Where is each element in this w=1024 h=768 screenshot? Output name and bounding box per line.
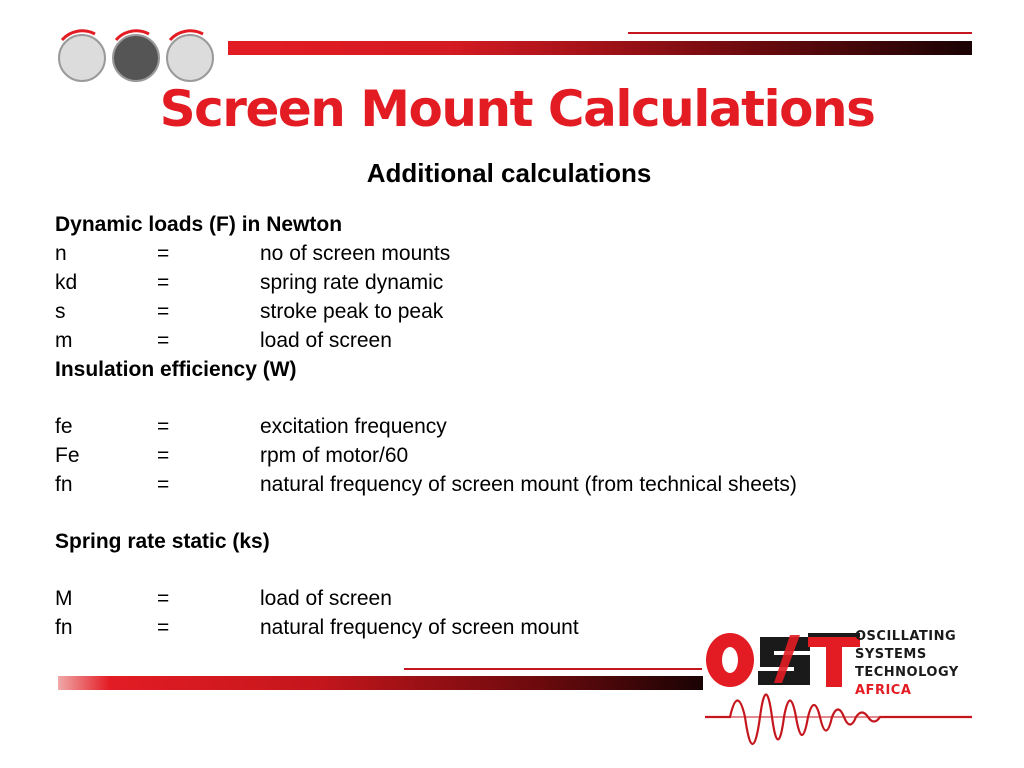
equals-sign: = [157, 616, 170, 639]
definitions-body [55, 210, 935, 642]
definition-row [55, 268, 935, 297]
symbol: fn [55, 616, 73, 639]
section-heading-insulation: Insulation efficiency (W) [55, 358, 297, 381]
definition-row [55, 297, 935, 326]
logo-letter-o [706, 633, 754, 687]
circle-left [59, 31, 105, 81]
definition: excitation frequency [260, 415, 447, 438]
section-heading-dynamic-loads: Dynamic loads (F) in Newton [55, 213, 343, 236]
logo-letter-t [808, 633, 860, 687]
logo-wave [705, 695, 972, 745]
logo-letter-s [758, 635, 810, 685]
definition: natural frequency of screen mount [260, 616, 579, 639]
logo-wordmark [855, 628, 959, 700]
bottom-gradient-bar [58, 676, 703, 690]
spacer [55, 499, 935, 527]
decorative-circles [55, 28, 225, 88]
definition: load of screen [260, 587, 392, 610]
definition: spring rate dynamic [260, 271, 444, 294]
equals-sign: = [157, 587, 170, 610]
circle-middle [113, 31, 159, 81]
page-title: Screen Mount Calculations [159, 80, 875, 138]
definition: no of screen mounts [260, 242, 451, 265]
definition-row [55, 441, 935, 470]
definition: natural frequency of screen mount (from technical sheets) [260, 473, 797, 496]
definition-row [55, 326, 935, 355]
symbol: M [55, 587, 73, 610]
definition: load of screen [260, 329, 392, 352]
definition: stroke peak to peak [260, 300, 444, 323]
logo-line: SYSTEMS [855, 647, 927, 662]
spacer [55, 384, 935, 412]
symbol: m [55, 329, 73, 352]
definition-row [55, 412, 935, 441]
equals-sign: = [157, 242, 170, 265]
symbol: s [55, 300, 66, 323]
equals-sign: = [157, 329, 170, 352]
equals-sign: = [157, 415, 170, 438]
spacer [55, 556, 935, 584]
bottom-thin-rule [404, 668, 702, 670]
logo-line: TECHNOLOGY [855, 665, 959, 680]
equals-sign: = [157, 300, 170, 323]
page-subtitle: Additional calculations [366, 158, 652, 188]
symbol: Fe [55, 444, 80, 467]
section-heading-spring-static: Spring rate static (ks) [55, 530, 270, 553]
definition-row [55, 584, 935, 613]
top-gradient-bar [228, 41, 972, 55]
equals-sign: = [157, 271, 170, 294]
equals-sign: = [157, 444, 170, 467]
top-thin-rule [628, 32, 972, 34]
logo-line: AFRICA [855, 683, 912, 698]
definition: rpm of motor/60 [260, 444, 409, 467]
symbol: n [55, 242, 67, 265]
equals-sign: = [157, 473, 170, 496]
symbol: kd [55, 271, 78, 294]
symbol: fn [55, 473, 73, 496]
circle-right [167, 31, 213, 81]
definition-row [55, 239, 935, 268]
symbol: fe [55, 415, 73, 438]
logo-line: OSCILLATING [855, 629, 957, 644]
definition-row [55, 470, 935, 499]
